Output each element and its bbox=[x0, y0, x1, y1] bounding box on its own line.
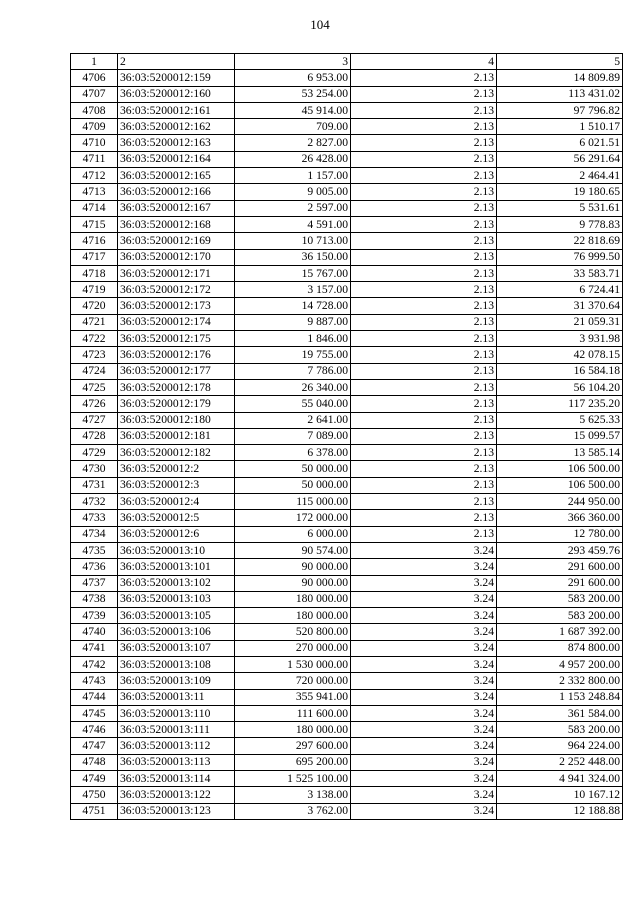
row-number-cell: 4730 bbox=[71, 461, 118, 477]
cadastral-number-cell: 36:03:5200013:103 bbox=[118, 591, 235, 607]
row-number-cell: 4738 bbox=[71, 591, 118, 607]
row-number-cell: 4732 bbox=[71, 494, 118, 510]
coefficient-cell: 2.13 bbox=[351, 379, 497, 395]
row-number-cell: 4716 bbox=[71, 233, 118, 249]
value-cell: 720 000.00 bbox=[235, 673, 351, 689]
cadastral-number-cell: 36:03:5200012:180 bbox=[118, 412, 235, 428]
table-row bbox=[71, 510, 623, 526]
coefficient-cell: 2.13 bbox=[351, 445, 497, 461]
cadastral-number-cell: 36:03:5200013:102 bbox=[118, 575, 235, 591]
row-number-cell: 4733 bbox=[71, 510, 118, 526]
coefficient-cell: 2.13 bbox=[351, 412, 497, 428]
coefficient-cell: 2.13 bbox=[351, 184, 497, 200]
header-row bbox=[71, 54, 623, 70]
column-header: 3 bbox=[235, 54, 351, 70]
table-row bbox=[71, 559, 623, 575]
table-row bbox=[71, 233, 623, 249]
cadastral-number-cell: 36:03:5200012:164 bbox=[118, 151, 235, 167]
table-row bbox=[71, 119, 623, 135]
table-row bbox=[71, 168, 623, 184]
cadastral-number-cell: 36:03:5200012:162 bbox=[118, 119, 235, 135]
cadastral-number-cell: 36:03:5200013:123 bbox=[118, 803, 235, 819]
cadastral-number-cell: 36:03:5200013:105 bbox=[118, 608, 235, 624]
row-number-cell: 4710 bbox=[71, 135, 118, 151]
cadastral-number-cell: 36:03:5200012:161 bbox=[118, 102, 235, 118]
row-number-cell: 4719 bbox=[71, 282, 118, 298]
coefficient-cell: 3.24 bbox=[351, 591, 497, 607]
value-cell: 9 005.00 bbox=[235, 184, 351, 200]
cadastral-number-cell: 36:03:5200013:112 bbox=[118, 738, 235, 754]
total-cell: 293 459.76 bbox=[497, 542, 623, 558]
row-number-cell: 4725 bbox=[71, 379, 118, 395]
cadastral-number-cell: 36:03:5200012:166 bbox=[118, 184, 235, 200]
table-row bbox=[71, 526, 623, 542]
total-cell: 113 431.02 bbox=[497, 86, 623, 102]
row-number-cell: 4741 bbox=[71, 640, 118, 656]
total-cell: 4 941 324.00 bbox=[497, 771, 623, 787]
table-row bbox=[71, 494, 623, 510]
coefficient-cell: 2.13 bbox=[351, 494, 497, 510]
value-cell: 90 574.00 bbox=[235, 542, 351, 558]
cadastral-number-cell: 36:03:5200012:168 bbox=[118, 216, 235, 232]
row-number-cell: 4747 bbox=[71, 738, 118, 754]
coefficient-cell: 2.13 bbox=[351, 347, 497, 363]
cadastral-number-cell: 36:03:5200012:177 bbox=[118, 363, 235, 379]
table-row bbox=[71, 298, 623, 314]
cadastral-number-cell: 36:03:5200012:176 bbox=[118, 347, 235, 363]
value-cell: 695 200.00 bbox=[235, 754, 351, 770]
row-number-cell: 4726 bbox=[71, 396, 118, 412]
value-cell: 111 600.00 bbox=[235, 705, 351, 721]
value-cell: 7 786.00 bbox=[235, 363, 351, 379]
table-row bbox=[71, 216, 623, 232]
coefficient-cell: 2.13 bbox=[351, 70, 497, 86]
table-row bbox=[71, 135, 623, 151]
coefficient-cell: 2.13 bbox=[351, 233, 497, 249]
table-row bbox=[71, 722, 623, 738]
value-cell: 709.00 bbox=[235, 119, 351, 135]
value-cell: 53 254.00 bbox=[235, 86, 351, 102]
table-row bbox=[71, 347, 623, 363]
cadastral-number-cell: 36:03:5200013:101 bbox=[118, 559, 235, 575]
cadastral-number-cell: 36:03:5200012:2 bbox=[118, 461, 235, 477]
coefficient-cell: 2.13 bbox=[351, 86, 497, 102]
total-cell: 12 780.00 bbox=[497, 526, 623, 542]
cadastral-number-cell: 36:03:5200012:163 bbox=[118, 135, 235, 151]
row-number-cell: 4706 bbox=[71, 70, 118, 86]
cadastral-number-cell: 36:03:5200013:111 bbox=[118, 722, 235, 738]
table-row bbox=[71, 608, 623, 624]
value-cell: 1 846.00 bbox=[235, 331, 351, 347]
table-row bbox=[71, 314, 623, 330]
row-number-cell: 4731 bbox=[71, 477, 118, 493]
row-number-cell: 4712 bbox=[71, 168, 118, 184]
coefficient-cell: 3.24 bbox=[351, 705, 497, 721]
cadastral-number-cell: 36:03:5200012:167 bbox=[118, 200, 235, 216]
row-number-cell: 4720 bbox=[71, 298, 118, 314]
table-row bbox=[71, 705, 623, 721]
value-cell: 4 591.00 bbox=[235, 216, 351, 232]
value-cell: 36 150.00 bbox=[235, 249, 351, 265]
row-number-cell: 4748 bbox=[71, 754, 118, 770]
coefficient-cell: 3.24 bbox=[351, 689, 497, 705]
total-cell: 33 583.71 bbox=[497, 265, 623, 281]
total-cell: 874 800.00 bbox=[497, 640, 623, 656]
table-row bbox=[71, 363, 623, 379]
value-cell: 26 340.00 bbox=[235, 379, 351, 395]
column-header: 1 bbox=[71, 54, 118, 70]
value-cell: 50 000.00 bbox=[235, 461, 351, 477]
cadastral-number-cell: 36:03:5200013:114 bbox=[118, 771, 235, 787]
row-number-cell: 4749 bbox=[71, 771, 118, 787]
value-cell: 2 827.00 bbox=[235, 135, 351, 151]
value-cell: 15 767.00 bbox=[235, 265, 351, 281]
coefficient-cell: 2.13 bbox=[351, 119, 497, 135]
total-cell: 583 200.00 bbox=[497, 608, 623, 624]
cadastral-number-cell: 36:03:5200012:179 bbox=[118, 396, 235, 412]
data-table bbox=[70, 53, 623, 820]
value-cell: 180 000.00 bbox=[235, 722, 351, 738]
cadastral-number-cell: 36:03:5200012:174 bbox=[118, 314, 235, 330]
row-number-cell: 4708 bbox=[71, 102, 118, 118]
coefficient-cell: 3.24 bbox=[351, 722, 497, 738]
value-cell: 172 000.00 bbox=[235, 510, 351, 526]
coefficient-cell: 2.13 bbox=[351, 314, 497, 330]
total-cell: 2 252 448.00 bbox=[497, 754, 623, 770]
cadastral-number-cell: 36:03:5200012:169 bbox=[118, 233, 235, 249]
cadastral-number-cell: 36:03:5200012:165 bbox=[118, 168, 235, 184]
row-number-cell: 4735 bbox=[71, 542, 118, 558]
total-cell: 117 235.20 bbox=[497, 396, 623, 412]
table-row bbox=[71, 624, 623, 640]
total-cell: 2 332 800.00 bbox=[497, 673, 623, 689]
row-number-cell: 4736 bbox=[71, 559, 118, 575]
table-row bbox=[71, 477, 623, 493]
coefficient-cell: 3.24 bbox=[351, 754, 497, 770]
total-cell: 5 625.33 bbox=[497, 412, 623, 428]
table-row bbox=[71, 673, 623, 689]
coefficient-cell: 2.13 bbox=[351, 526, 497, 542]
coefficient-cell: 2.13 bbox=[351, 265, 497, 281]
total-cell: 291 600.00 bbox=[497, 559, 623, 575]
value-cell: 6 378.00 bbox=[235, 445, 351, 461]
row-number-cell: 4718 bbox=[71, 265, 118, 281]
row-number-cell: 4728 bbox=[71, 428, 118, 444]
row-number-cell: 4724 bbox=[71, 363, 118, 379]
cadastral-number-cell: 36:03:5200013:107 bbox=[118, 640, 235, 656]
total-cell: 5 531.61 bbox=[497, 200, 623, 216]
table-row bbox=[71, 379, 623, 395]
cadastral-number-cell: 36:03:5200012:4 bbox=[118, 494, 235, 510]
value-cell: 55 040.00 bbox=[235, 396, 351, 412]
cadastral-number-cell: 36:03:5200012:181 bbox=[118, 428, 235, 444]
total-cell: 4 957 200.00 bbox=[497, 656, 623, 672]
cadastral-number-cell: 36:03:5200013:10 bbox=[118, 542, 235, 558]
value-cell: 520 800.00 bbox=[235, 624, 351, 640]
table-row bbox=[71, 396, 623, 412]
table-row bbox=[71, 331, 623, 347]
row-number-cell: 4727 bbox=[71, 412, 118, 428]
total-cell: 366 360.00 bbox=[497, 510, 623, 526]
value-cell: 2 641.00 bbox=[235, 412, 351, 428]
total-cell: 97 796.82 bbox=[497, 102, 623, 118]
table-row bbox=[71, 542, 623, 558]
cadastral-number-cell: 36:03:5200012:3 bbox=[118, 477, 235, 493]
table-row bbox=[71, 200, 623, 216]
cadastral-number-cell: 36:03:5200013:113 bbox=[118, 754, 235, 770]
value-cell: 6 953.00 bbox=[235, 70, 351, 86]
value-cell: 19 755.00 bbox=[235, 347, 351, 363]
cadastral-number-cell: 36:03:5200012:159 bbox=[118, 70, 235, 86]
cadastral-number-cell: 36:03:5200012:5 bbox=[118, 510, 235, 526]
table-row bbox=[71, 689, 623, 705]
cadastral-number-cell: 36:03:5200013:11 bbox=[118, 689, 235, 705]
total-cell: 1 153 248.84 bbox=[497, 689, 623, 705]
table-row bbox=[71, 445, 623, 461]
total-cell: 1 510.17 bbox=[497, 119, 623, 135]
table-row bbox=[71, 102, 623, 118]
value-cell: 355 941.00 bbox=[235, 689, 351, 705]
total-cell: 106 500.00 bbox=[497, 477, 623, 493]
value-cell: 180 000.00 bbox=[235, 608, 351, 624]
row-number-cell: 4707 bbox=[71, 86, 118, 102]
coefficient-cell: 2.13 bbox=[351, 135, 497, 151]
total-cell: 6 724.41 bbox=[497, 282, 623, 298]
row-number-cell: 4751 bbox=[71, 803, 118, 819]
value-cell: 90 000.00 bbox=[235, 575, 351, 591]
cadastral-number-cell: 36:03:5200012:178 bbox=[118, 379, 235, 395]
table-row bbox=[71, 265, 623, 281]
total-cell: 56 291.64 bbox=[497, 151, 623, 167]
coefficient-cell: 3.24 bbox=[351, 542, 497, 558]
coefficient-cell: 2.13 bbox=[351, 102, 497, 118]
table-row bbox=[71, 151, 623, 167]
coefficient-cell: 2.13 bbox=[351, 363, 497, 379]
total-cell: 42 078.15 bbox=[497, 347, 623, 363]
total-cell: 1 687 392.00 bbox=[497, 624, 623, 640]
page-number: 104 bbox=[310, 17, 330, 32]
cadastral-number-cell: 36:03:5200012:171 bbox=[118, 265, 235, 281]
row-number-cell: 4715 bbox=[71, 216, 118, 232]
column-header: 2 bbox=[118, 54, 235, 70]
coefficient-cell: 3.24 bbox=[351, 738, 497, 754]
total-cell: 13 585.14 bbox=[497, 445, 623, 461]
cadastral-number-cell: 36:03:5200012:6 bbox=[118, 526, 235, 542]
cadastral-number-cell: 36:03:5200012:160 bbox=[118, 86, 235, 102]
value-cell: 270 000.00 bbox=[235, 640, 351, 656]
row-number-cell: 4746 bbox=[71, 722, 118, 738]
total-cell: 9 778.83 bbox=[497, 216, 623, 232]
value-cell: 45 914.00 bbox=[235, 102, 351, 118]
total-cell: 583 200.00 bbox=[497, 591, 623, 607]
table-row bbox=[71, 803, 623, 819]
table-row bbox=[71, 461, 623, 477]
total-cell: 15 099.57 bbox=[497, 428, 623, 444]
coefficient-cell: 2.13 bbox=[351, 461, 497, 477]
table-row bbox=[71, 771, 623, 787]
total-cell: 583 200.00 bbox=[497, 722, 623, 738]
coefficient-cell: 2.13 bbox=[351, 477, 497, 493]
value-cell: 6 000.00 bbox=[235, 526, 351, 542]
cadastral-number-cell: 36:03:5200012:175 bbox=[118, 331, 235, 347]
row-number-cell: 4745 bbox=[71, 705, 118, 721]
coefficient-cell: 2.13 bbox=[351, 396, 497, 412]
cadastral-number-cell: 36:03:5200013:110 bbox=[118, 705, 235, 721]
table-row bbox=[71, 656, 623, 672]
column-header: 5 bbox=[497, 54, 623, 70]
table-row bbox=[71, 428, 623, 444]
total-cell: 56 104.20 bbox=[497, 379, 623, 395]
value-cell: 26 428.00 bbox=[235, 151, 351, 167]
cadastral-number-cell: 36:03:5200013:122 bbox=[118, 787, 235, 803]
table-row bbox=[71, 640, 623, 656]
total-cell: 2 464.41 bbox=[497, 168, 623, 184]
value-cell: 3 138.00 bbox=[235, 787, 351, 803]
total-cell: 19 180.65 bbox=[497, 184, 623, 200]
table-row bbox=[71, 754, 623, 770]
coefficient-cell: 2.13 bbox=[351, 200, 497, 216]
value-cell: 1 157.00 bbox=[235, 168, 351, 184]
value-cell: 50 000.00 bbox=[235, 477, 351, 493]
cadastral-number-cell: 36:03:5200013:108 bbox=[118, 656, 235, 672]
row-number-cell: 4729 bbox=[71, 445, 118, 461]
total-cell: 16 584.18 bbox=[497, 363, 623, 379]
table-row bbox=[71, 282, 623, 298]
coefficient-cell: 2.13 bbox=[351, 249, 497, 265]
total-cell: 291 600.00 bbox=[497, 575, 623, 591]
value-cell: 1 530 000.00 bbox=[235, 656, 351, 672]
total-cell: 21 059.31 bbox=[497, 314, 623, 330]
total-cell: 964 224.00 bbox=[497, 738, 623, 754]
coefficient-cell: 3.24 bbox=[351, 656, 497, 672]
value-cell: 10 713.00 bbox=[235, 233, 351, 249]
table-row bbox=[71, 575, 623, 591]
row-number-cell: 4717 bbox=[71, 249, 118, 265]
table-row bbox=[71, 249, 623, 265]
coefficient-cell: 2.13 bbox=[351, 510, 497, 526]
value-cell: 115 000.00 bbox=[235, 494, 351, 510]
total-cell: 22 818.69 bbox=[497, 233, 623, 249]
table-header bbox=[71, 54, 623, 70]
coefficient-cell: 2.13 bbox=[351, 298, 497, 314]
value-cell: 7 089.00 bbox=[235, 428, 351, 444]
value-cell: 180 000.00 bbox=[235, 591, 351, 607]
value-cell: 14 728.00 bbox=[235, 298, 351, 314]
total-cell: 244 950.00 bbox=[497, 494, 623, 510]
coefficient-cell: 2.13 bbox=[351, 282, 497, 298]
row-number-cell: 4711 bbox=[71, 151, 118, 167]
coefficient-cell: 3.24 bbox=[351, 608, 497, 624]
coefficient-cell: 3.24 bbox=[351, 640, 497, 656]
coefficient-cell: 3.24 bbox=[351, 575, 497, 591]
value-cell: 9 887.00 bbox=[235, 314, 351, 330]
coefficient-cell: 3.24 bbox=[351, 771, 497, 787]
cadastral-number-cell: 36:03:5200013:109 bbox=[118, 673, 235, 689]
table-row bbox=[71, 184, 623, 200]
coefficient-cell: 3.24 bbox=[351, 559, 497, 575]
cadastral-number-cell: 36:03:5200012:182 bbox=[118, 445, 235, 461]
coefficient-cell: 3.24 bbox=[351, 673, 497, 689]
cadastral-number-cell: 36:03:5200012:170 bbox=[118, 249, 235, 265]
cadastral-number-cell: 36:03:5200012:172 bbox=[118, 282, 235, 298]
coefficient-cell: 3.24 bbox=[351, 624, 497, 640]
coefficient-cell: 2.13 bbox=[351, 216, 497, 232]
table-row bbox=[71, 412, 623, 428]
row-number-cell: 4742 bbox=[71, 656, 118, 672]
row-number-cell: 4750 bbox=[71, 787, 118, 803]
total-cell: 10 167.12 bbox=[497, 787, 623, 803]
table-row bbox=[71, 787, 623, 803]
coefficient-cell: 2.13 bbox=[351, 331, 497, 347]
total-cell: 12 188.88 bbox=[497, 803, 623, 819]
table-row bbox=[71, 738, 623, 754]
coefficient-cell: 3.24 bbox=[351, 787, 497, 803]
total-cell: 3 931.98 bbox=[497, 331, 623, 347]
total-cell: 106 500.00 bbox=[497, 461, 623, 477]
total-cell: 76 999.50 bbox=[497, 249, 623, 265]
value-cell: 297 600.00 bbox=[235, 738, 351, 754]
table-body bbox=[71, 70, 623, 820]
table-row bbox=[71, 86, 623, 102]
coefficient-cell: 2.13 bbox=[351, 151, 497, 167]
cadastral-number-cell: 36:03:5200012:173 bbox=[118, 298, 235, 314]
row-number-cell: 4723 bbox=[71, 347, 118, 363]
row-number-cell: 4739 bbox=[71, 608, 118, 624]
row-number-cell: 4714 bbox=[71, 200, 118, 216]
coefficient-cell: 2.13 bbox=[351, 428, 497, 444]
total-cell: 14 809.89 bbox=[497, 70, 623, 86]
value-cell: 1 525 100.00 bbox=[235, 771, 351, 787]
column-header: 4 bbox=[351, 54, 497, 70]
total-cell: 6 021.51 bbox=[497, 135, 623, 151]
row-number-cell: 4709 bbox=[71, 119, 118, 135]
total-cell: 31 370.64 bbox=[497, 298, 623, 314]
row-number-cell: 4721 bbox=[71, 314, 118, 330]
row-number-cell: 4743 bbox=[71, 673, 118, 689]
table-row bbox=[71, 591, 623, 607]
value-cell: 90 000.00 bbox=[235, 559, 351, 575]
row-number-cell: 4734 bbox=[71, 526, 118, 542]
row-number-cell: 4722 bbox=[71, 331, 118, 347]
value-cell: 2 597.00 bbox=[235, 200, 351, 216]
cadastral-number-cell: 36:03:5200013:106 bbox=[118, 624, 235, 640]
value-cell: 3 157.00 bbox=[235, 282, 351, 298]
coefficient-cell: 2.13 bbox=[351, 168, 497, 184]
row-number-cell: 4713 bbox=[71, 184, 118, 200]
table-row bbox=[71, 70, 623, 86]
row-number-cell: 4740 bbox=[71, 624, 118, 640]
coefficient-cell: 3.24 bbox=[351, 803, 497, 819]
total-cell: 361 584.00 bbox=[497, 705, 623, 721]
value-cell: 3 762.00 bbox=[235, 803, 351, 819]
row-number-cell: 4744 bbox=[71, 689, 118, 705]
row-number-cell: 4737 bbox=[71, 575, 118, 591]
